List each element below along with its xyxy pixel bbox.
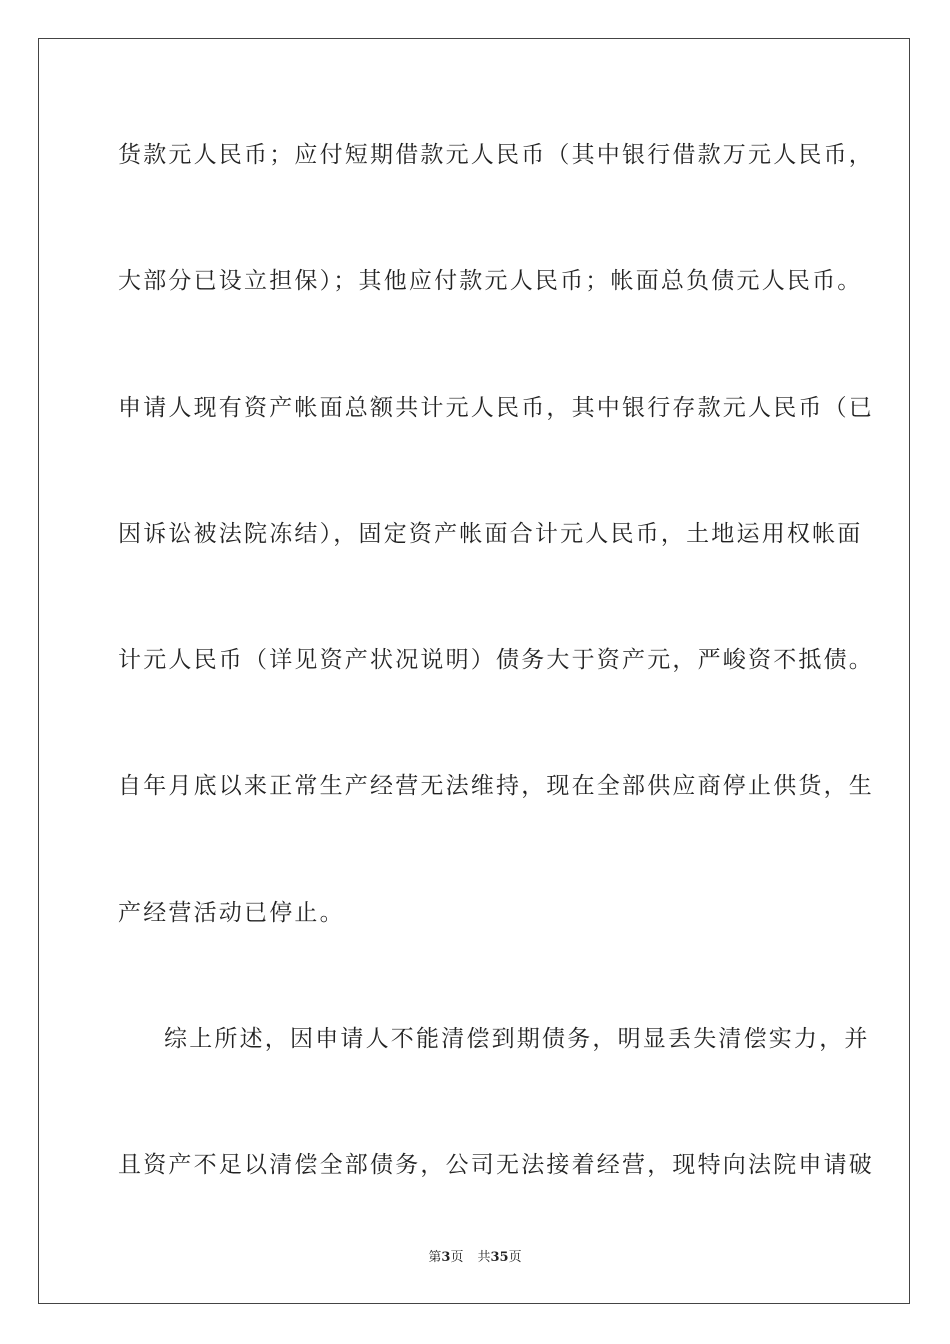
total-suffix: 页: [508, 1250, 522, 1265]
text-line-7: 产经营活动已停止。: [118, 899, 345, 926]
page-footer: [0, 1246, 950, 1265]
text-line-8: 综上所述，因申请人不能清偿到期债务，明显丢失清偿实力，并: [164, 1026, 870, 1053]
page-prefix: 第: [428, 1250, 442, 1265]
text-line-5: 计元人民币（详见资产状况说明）债务大于资产元，严峻资不抵债。: [118, 647, 874, 674]
page-number: 3: [441, 1250, 451, 1265]
text-line-2: 大部分已设立担保）；其他应付款元人民币；帐面总负债元人民币。: [118, 268, 863, 295]
total-pages: 35: [490, 1250, 509, 1265]
page-suffix: 页: [450, 1250, 464, 1265]
text-line-3: 申请人现有资产帐面总额共计元人民币，其中银行存款元人民币（已: [118, 394, 874, 421]
text-line-9: 且资产不足以清偿全部债务，公司无法接着经营，现特向法院申请破: [118, 1152, 874, 1179]
total-prefix: 共: [477, 1250, 491, 1265]
text-line-4: 因诉讼被法院冻结），固定资产帐面合计元人民币，土地运用权帐面: [118, 520, 863, 547]
text-line-6: 自年月底以来正常生产经营无法维持，现在全部供应商停止供货，生: [118, 773, 874, 800]
text-line-1: 货款元人民币；应付短期借款元人民币（其中银行借款万元人民币，: [118, 142, 874, 168]
document-body: [118, 124, 874, 1261]
